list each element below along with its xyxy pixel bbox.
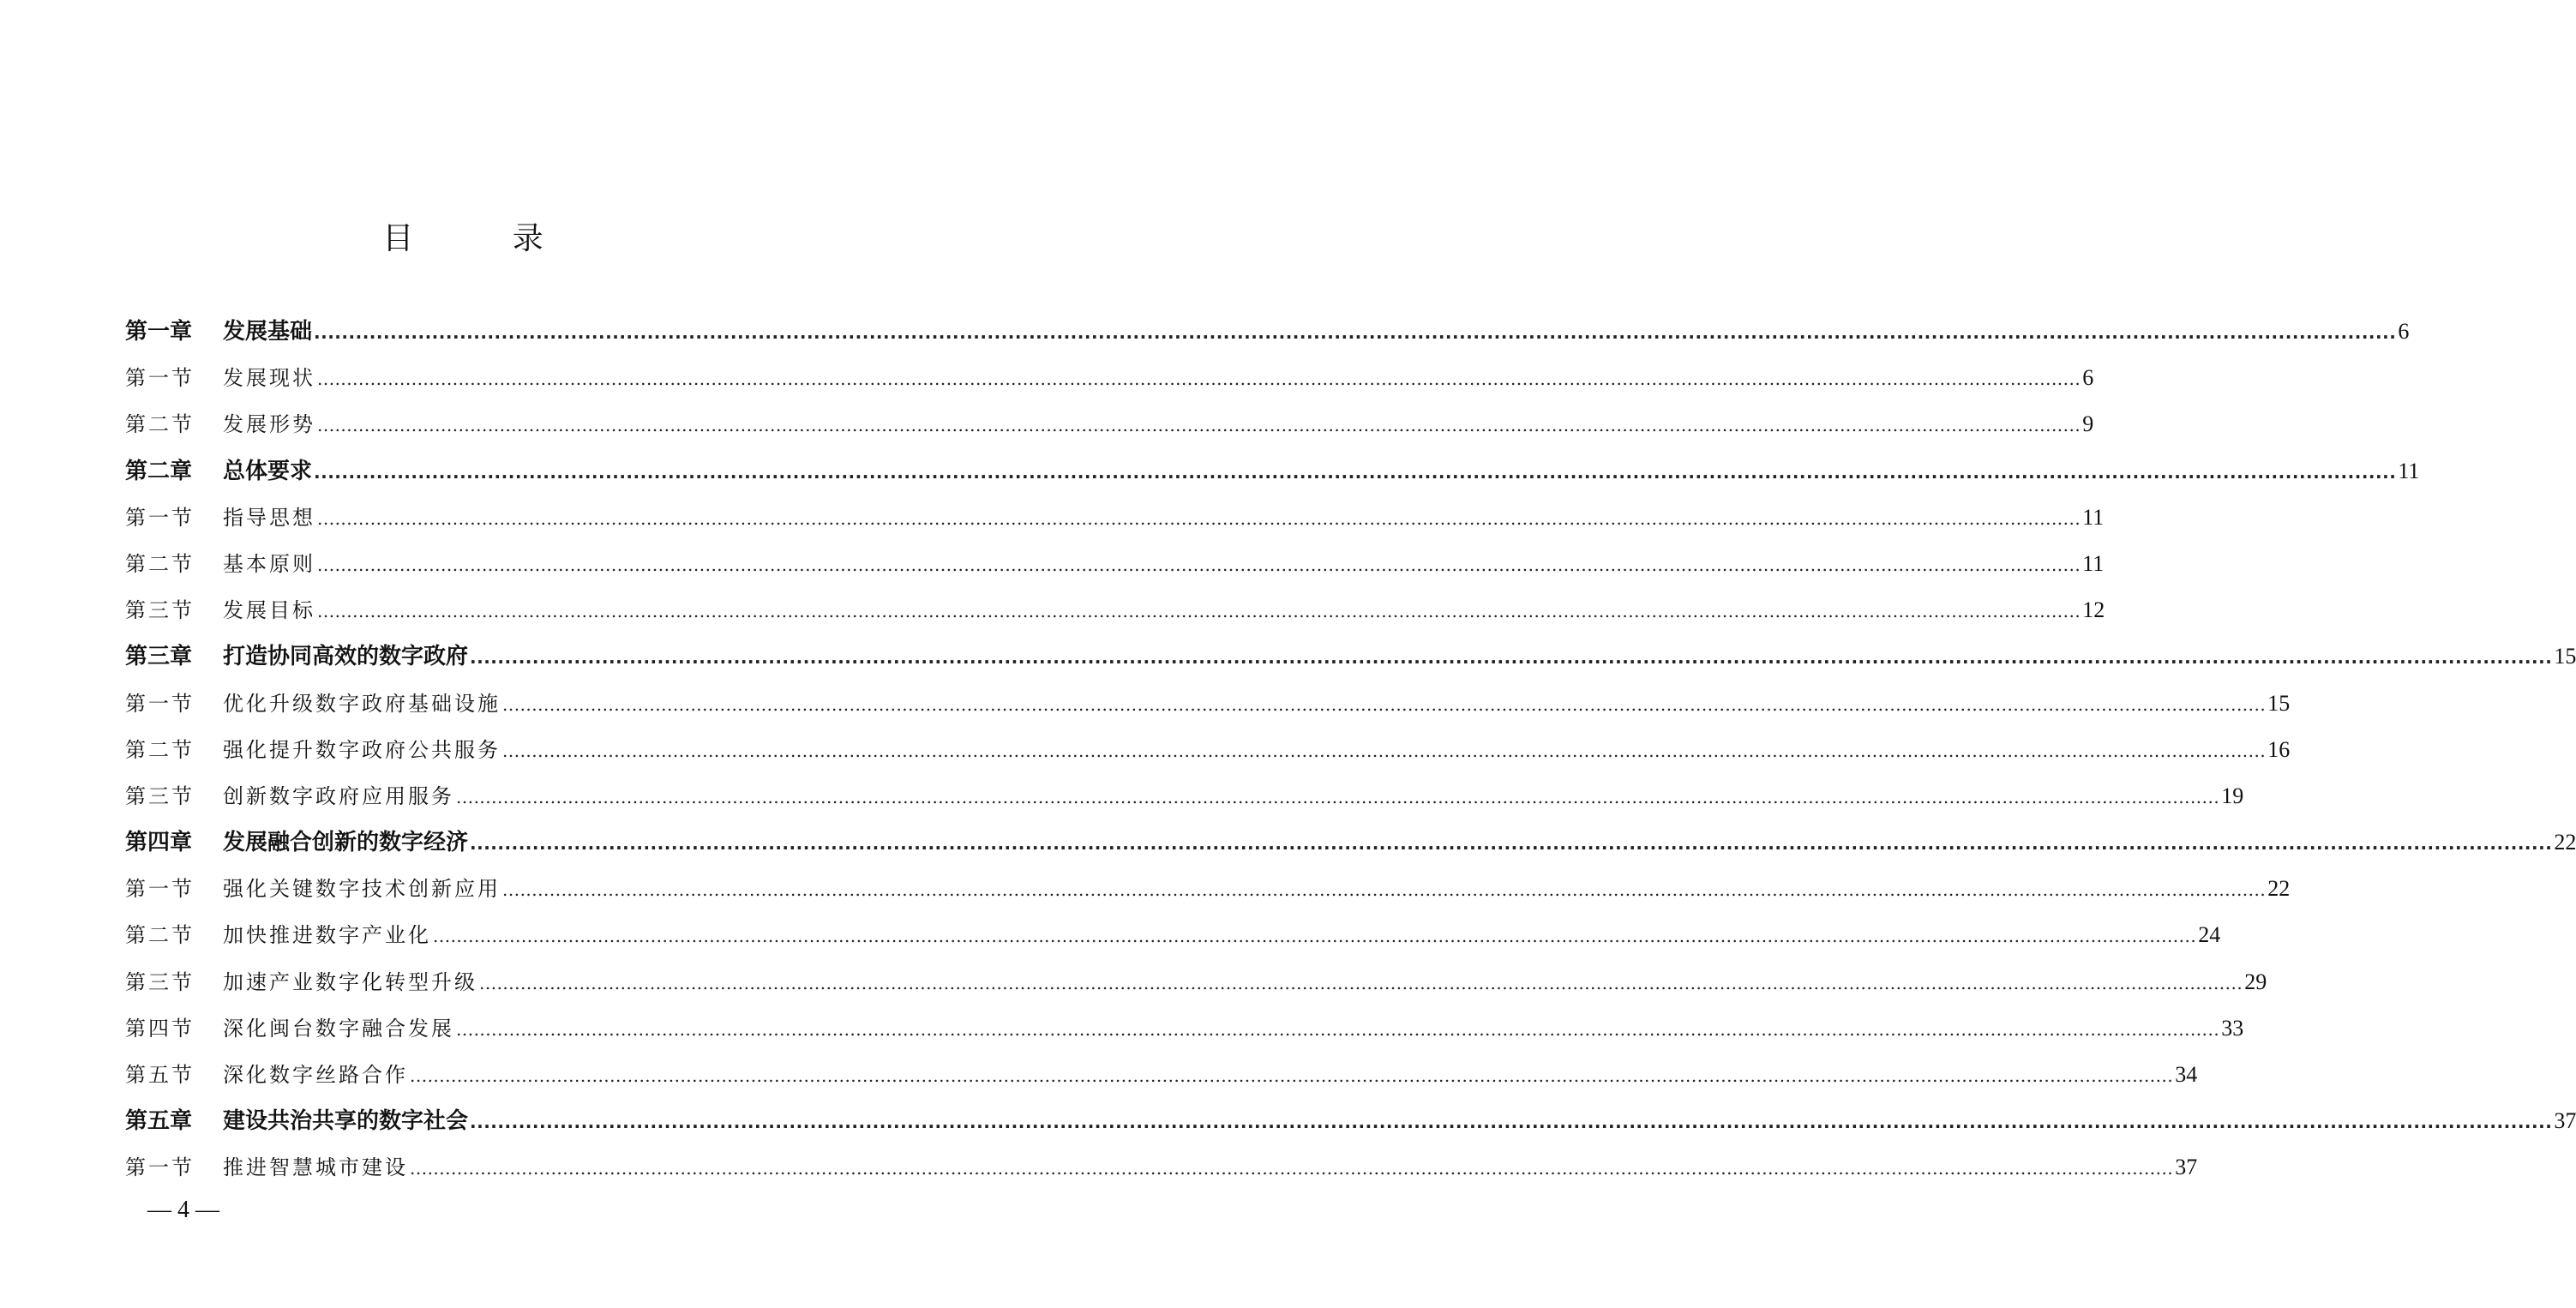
dot-leader: ............................................................................................................................................................................................................................................................................................................ [479, 972, 2243, 993]
toc-entry-page-number: 37 [2554, 1108, 2576, 1134]
toc-entry-label: 第二节 [125, 923, 195, 948]
toc-chapter-row[interactable] [125, 633, 2576, 680]
dot-leader: ............................................................................................................................................................................................................................................................................................................ [470, 647, 2553, 669]
toc-entry-label: 第二章 [125, 458, 193, 484]
toc-entry-label: 第二节 [125, 737, 195, 762]
toc-entry-title: 深化闽台数字融合发展 [223, 1016, 454, 1041]
toc-entry-page-number: 37 [2175, 1155, 2198, 1180]
dot-leader: ............................................................................................................................................................................................................................................................................................................ [317, 415, 2081, 436]
toc-entry-label: 第一节 [125, 366, 195, 391]
toc-entry-title: 发展融合创新的数字经济 [223, 830, 469, 856]
toc-section-row[interactable] [125, 587, 2105, 633]
dot-leader: ............................................................................................................................................................................................................................................................................................................ [502, 693, 2267, 715]
dot-leader: ............................................................................................................................................................................................................................................................................................................ [314, 322, 2397, 343]
toc-entry-label: 第二节 [125, 412, 195, 437]
toc-section-row[interactable] [125, 401, 2094, 447]
toc-entry-label: 第四节 [125, 1016, 195, 1041]
toc-entry-label: 第五节 [125, 1063, 195, 1087]
toc-entry-label: 第四章 [125, 830, 193, 856]
toc-section-row[interactable] [125, 959, 2267, 1005]
toc-entry-title: 强化关键数字技术创新应用 [223, 877, 501, 902]
toc-entry-page-number: 15 [2267, 690, 2291, 716]
toc-entry-label: 第一章 [125, 319, 193, 345]
toc-entry-title: 发展基础 [223, 319, 313, 345]
toc-entry-title: 强化提升数字政府公共服务 [223, 737, 501, 762]
toc-chapter-row[interactable] [125, 819, 2576, 866]
toc-entry-label: 第三节 [125, 598, 195, 623]
toc-chapter-row[interactable] [125, 1098, 2576, 1144]
toc-section-row[interactable] [125, 541, 2105, 587]
toc-entry-title: 加快推进数字产业化 [223, 923, 431, 948]
toc-entry-page-number: 12 [2082, 597, 2105, 623]
toc-entry-label: 第一节 [125, 877, 195, 902]
dot-leader: ............................................................................................................................................................................................................................................................................................................ [314, 461, 2397, 483]
toc-entry-title: 优化升级数字政府基础设施 [223, 691, 501, 716]
dot-leader: ............................................................................................................................................................................................................................................................................................................ [410, 1158, 2174, 1179]
dot-leader: ............................................................................................................................................................................................................................................................................................................ [317, 554, 2081, 575]
toc-entry-title: 指导思想 [223, 505, 315, 530]
toc-entry-title: 建设共治共享的数字社会 [223, 1108, 469, 1135]
toc-entry-title: 创新数字政府应用服务 [223, 783, 454, 808]
page-title: 目 录 [382, 221, 588, 256]
dot-leader: ............................................................................................................................................................................................................................................................................................................ [317, 369, 2081, 390]
dot-leader: ............................................................................................................................................................................................................................................................................................................ [317, 601, 2081, 622]
toc-entry-page-number: 34 [2175, 1062, 2198, 1087]
toc-entry-page-number: 6 [2398, 319, 2410, 344]
toc-entry-title: 推进智慧城市建设 [223, 1155, 408, 1180]
dot-leader: ............................................................................................................................................................................................................................................................................................................ [456, 1018, 2220, 1040]
toc-section-row[interactable] [125, 912, 2221, 958]
toc-entry-title: 总体要求 [223, 458, 313, 484]
dot-leader: ............................................................................................................................................................................................................................................................................................................ [433, 926, 2197, 947]
toc-section-row[interactable] [125, 866, 2291, 912]
toc-entry-label: 第三节 [125, 969, 195, 994]
toc-section-row[interactable] [125, 681, 2291, 727]
toc-entry-title: 基本原则 [223, 551, 315, 576]
dot-leader: ............................................................................................................................................................................................................................................................................................................ [317, 507, 2081, 529]
toc-entry-page-number: 22 [2554, 830, 2576, 855]
dot-leader: ............................................................................................................................................................................................................................................................................................................ [470, 833, 2553, 855]
toc-chapter-row[interactable] [125, 309, 2410, 355]
toc-entry-page-number: 11 [2082, 504, 2105, 530]
toc-entry-page-number: 22 [2267, 876, 2291, 902]
toc-entry-page-number: 16 [2267, 736, 2291, 762]
toc-section-row[interactable] [125, 495, 2105, 541]
toc-entry-page-number: 11 [2082, 550, 2105, 576]
page-number: — 4 — [147, 1197, 219, 1223]
toc-entry-page-number: 24 [2198, 922, 2221, 948]
dot-leader: ............................................................................................................................................................................................................................................................................................................ [456, 786, 2220, 807]
dot-leader: ............................................................................................................................................................................................................................................................................................................ [502, 879, 2267, 901]
table-of-contents [125, 309, 2576, 1191]
toc-entry-label: 第三节 [125, 783, 195, 808]
toc-entry-label: 第二节 [125, 551, 195, 576]
dot-leader: ............................................................................................................................................................................................................................................................................................................ [502, 740, 2267, 761]
toc-entry-page-number: 11 [2398, 458, 2420, 483]
toc-section-row[interactable] [125, 773, 2244, 819]
toc-entry-label: 第一节 [125, 505, 195, 530]
toc-entry-title: 深化数字丝路合作 [223, 1063, 408, 1087]
toc-entry-label: 第一节 [125, 1155, 195, 1180]
toc-entry-page-number: 6 [2082, 365, 2094, 391]
toc-entry-label: 第三章 [125, 644, 193, 670]
toc-entry-page-number: 15 [2554, 644, 2576, 669]
toc-entry-title: 发展形势 [223, 412, 315, 437]
dot-leader: ............................................................................................................................................................................................................................................................................................................ [410, 1065, 2174, 1086]
toc-entry-page-number: 9 [2082, 411, 2094, 437]
toc-entry-label: 第五章 [125, 1108, 193, 1135]
toc-entry-label: 第一节 [125, 691, 195, 716]
toc-chapter-row[interactable] [125, 448, 2420, 495]
toc-entry-title: 打造协同高效的数字政府 [223, 644, 469, 670]
toc-entry-page-number: 19 [2221, 783, 2244, 808]
toc-entry-page-number: 29 [2244, 969, 2267, 994]
toc-entry-title: 发展现状 [223, 366, 315, 391]
toc-section-row[interactable] [125, 1052, 2198, 1098]
toc-section-row[interactable] [125, 1144, 2198, 1191]
toc-section-row[interactable] [125, 727, 2291, 773]
toc-section-row[interactable] [125, 355, 2094, 401]
dot-leader: ............................................................................................................................................................................................................................................................................................................ [470, 1112, 2553, 1133]
toc-entry-page-number: 33 [2221, 1015, 2244, 1041]
toc-section-row[interactable] [125, 1005, 2244, 1052]
toc-entry-title: 加速产业数字化转型升级 [223, 969, 477, 994]
toc-entry-title: 发展目标 [223, 598, 315, 623]
